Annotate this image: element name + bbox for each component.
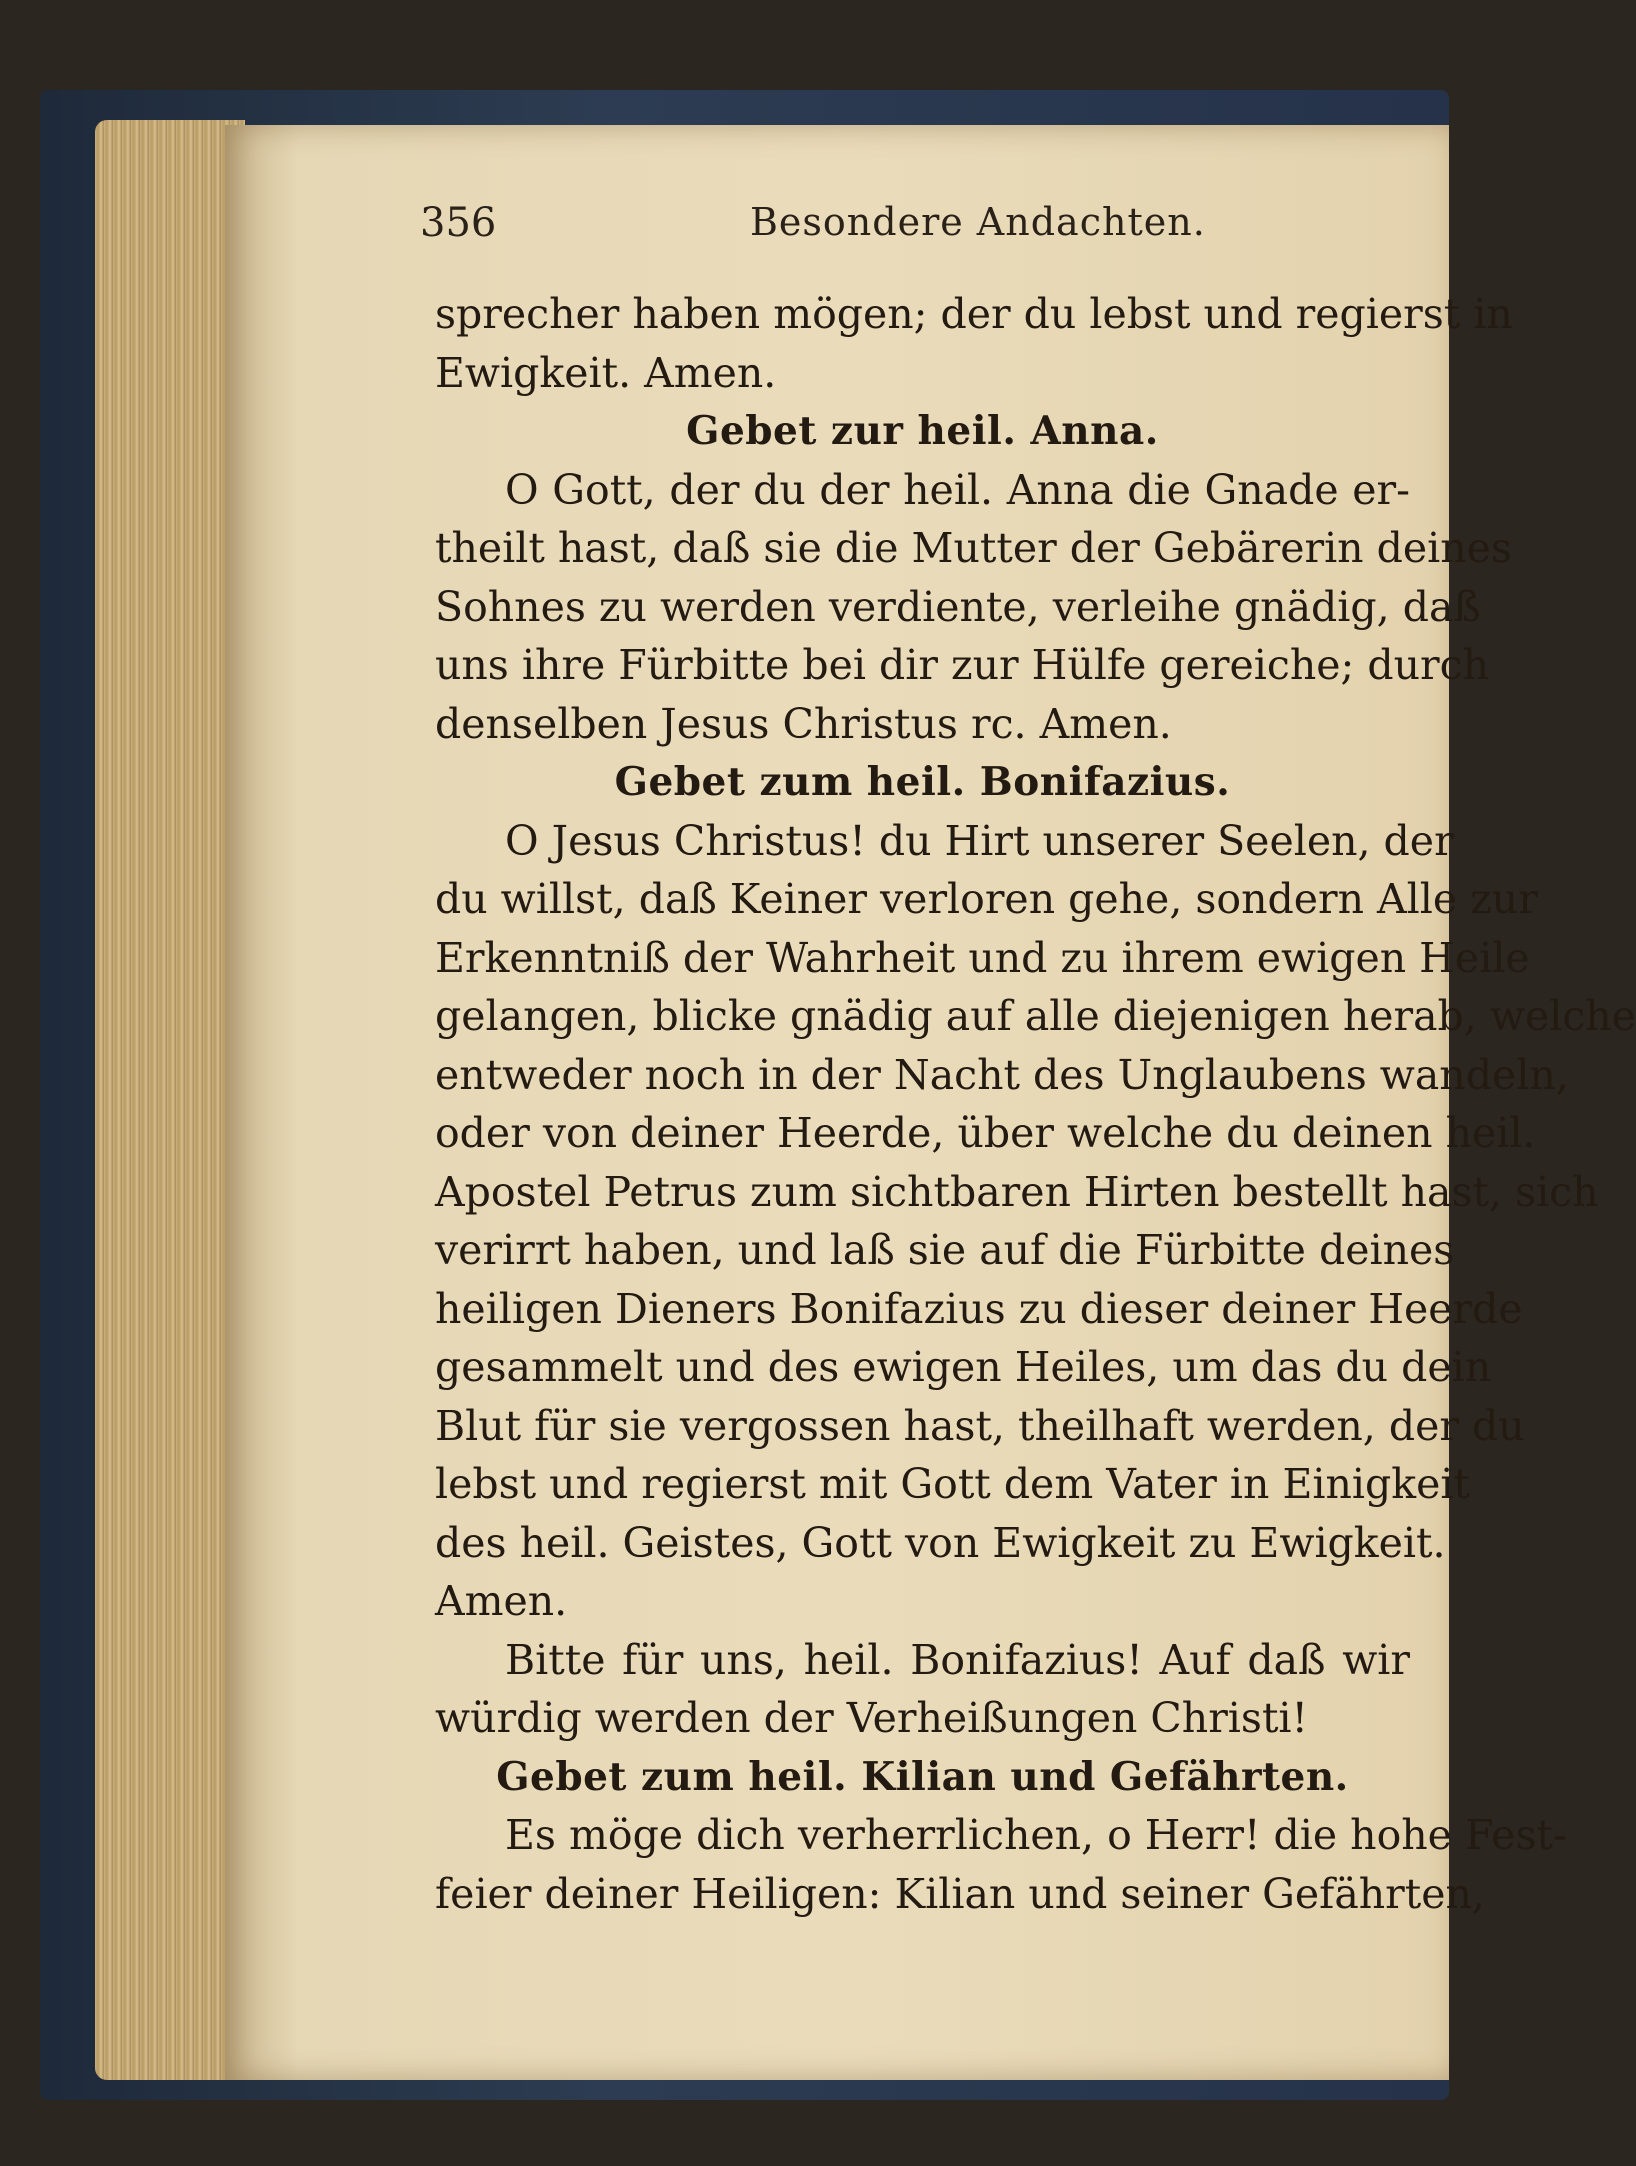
paragraph-first-line: O Gott, der du der heil. Anna die Gnade er- (505, 465, 1410, 514)
paragraph-first-line: O Jesus Christus! du Hirt unserer Seelen, der (505, 816, 1454, 865)
text-line: gesammelt und des ewigen Heiles, um das du dein (435, 1343, 1492, 1391)
paragraph-last-line: Amen. (435, 1577, 568, 1625)
text-line: Apostel Petrus zum sichtbaren Hirten bestellt hast, sich (435, 1167, 1599, 1216)
text-line: du willst, daß Keiner verloren gehe, sondern Alle zur (435, 875, 1538, 923)
section-heading: Gebet zum heil. Kilian und Gefährten. (496, 1753, 1349, 1800)
page-header (420, 200, 1380, 260)
text-line: Blut für sie vergossen hast, theilhaft werden, der du (435, 1401, 1525, 1450)
text-line: oder von deiner Heerde, über welche du deinen heil. (435, 1109, 1536, 1157)
text-line: heiligen Dieners Bonifazius zu dieser deiner Heerde (435, 1284, 1523, 1333)
text-line: Sohnes zu werden verdiente, verleihe gnädig, daß (435, 582, 1481, 631)
section-heading: Gebet zum heil. Bonifazius. (614, 759, 1231, 805)
paragraph-last-line: Ewigkeit. Amen. (435, 348, 777, 397)
text-line: gelangen, blicke gnädig auf alle diejenigen herab, welche (435, 992, 1636, 1040)
paragraph-first-line: Es möge dich verherrlichen, o Herr! die hohe Fest- (505, 1811, 1567, 1859)
text-line: theilt hast, daß sie die Mutter der Gebärerin deines (435, 524, 1512, 572)
page-number: 356 (420, 200, 497, 246)
page-edges (95, 120, 245, 2080)
text-line: sprecher haben mögen; der du lebst und regierst in (435, 290, 1513, 338)
running-head: Besondere Andachten. (750, 200, 1206, 244)
text-line: uns ihre Fürbitte bei dir zur Hülfe gereiche; durch (435, 641, 1489, 689)
paragraph-first-line: Bitte für uns, heil. Bonifazius! Auf daß wir (505, 1635, 1410, 1684)
text-line: Erkenntniß der Wahrheit und zu ihrem ewigen Heile (435, 933, 1530, 982)
section-heading: Gebet zur heil. Anna. (686, 408, 1159, 454)
text-line: feier deiner Heiligen: Kilian und seiner Gefährten, (435, 1869, 1485, 1918)
text-line: lebst und regierst mit Gott dem Vater in Einigkeit (435, 1460, 1470, 1508)
text-line: des heil. Geistes, Gott von Ewigkeit zu Ewigkeit. (435, 1518, 1446, 1567)
text-line: entweder noch in der Nacht des Unglaubens wandeln, (435, 1050, 1569, 1099)
paragraph-last-line: würdig werden der Verheißungen Christi! (435, 1694, 1309, 1742)
paragraph-last-line: denselben Jesus Christus rc. Amen. (435, 699, 1172, 748)
text-block (435, 285, 1636, 1923)
text-line: verirrt haben, und laß sie auf die Fürbitte deines (435, 1226, 1455, 1274)
